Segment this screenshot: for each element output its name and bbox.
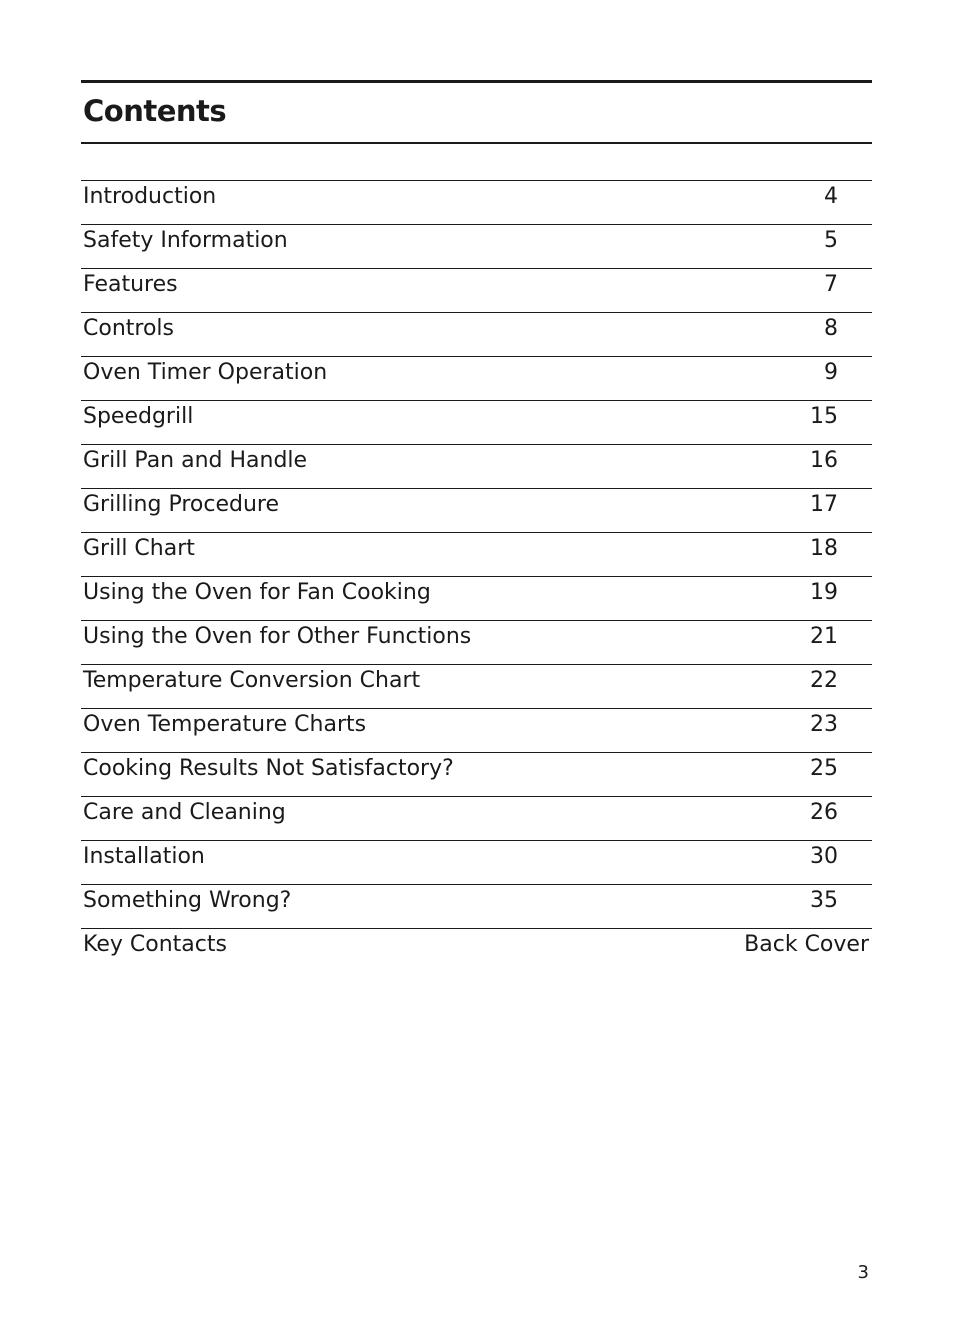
toc-page-number: 4 [824,184,838,209]
toc-row-grill-chart[interactable] [81,533,872,577]
toc-label: Features [83,272,178,297]
toc-row-cooking-results[interactable] [81,753,872,797]
toc-label: Introduction [83,184,217,209]
toc-row-speedgrill[interactable] [81,401,872,445]
toc-page-number: 5 [824,228,838,253]
toc-page-number: 16 [810,448,838,473]
top-rule [81,80,872,83]
toc-label: Controls [83,316,174,341]
toc-page-number: 15 [810,404,838,429]
toc-row-fan-cooking[interactable] [81,577,872,621]
toc-page-number: 23 [810,712,838,737]
toc-row-introduction[interactable] [81,181,872,225]
toc-label: Grill Pan and Handle [83,448,308,473]
table-of-contents [81,180,872,972]
toc-label: Something Wrong? [83,888,292,913]
page-number: 3 [857,1262,869,1283]
toc-row-oven-temperature-charts[interactable] [81,709,872,753]
toc-label: Using the Oven for Other Functions [83,624,472,649]
toc-row-grill-pan-and-handle[interactable] [81,445,872,489]
toc-page-number: 17 [810,492,838,517]
toc-row-something-wrong[interactable] [81,885,872,929]
toc-page-number: 22 [810,668,838,693]
toc-label: Oven Temperature Charts [83,712,367,737]
toc-label: Key Contacts [83,932,227,957]
toc-label: Oven Timer Operation [83,360,328,385]
toc-page-number: 7 [824,272,838,297]
toc-row-grilling-procedure[interactable] [81,489,872,533]
toc-row-oven-timer-operation[interactable] [81,357,872,401]
toc-page-number: 19 [810,580,838,605]
toc-label: Grilling Procedure [83,492,279,517]
page-title: Contents [83,94,227,128]
toc-row-other-functions[interactable] [81,621,872,665]
toc-page-number: Back Cover [744,932,869,957]
toc-label: Cooking Results Not Satisfactory? [83,756,454,781]
toc-row-controls[interactable] [81,313,872,357]
toc-row-safety-information[interactable] [81,225,872,269]
toc-label: Using the Oven for Fan Cooking [83,580,431,605]
toc-row-temperature-conversion-chart[interactable] [81,665,872,709]
toc-page-number: 30 [810,844,838,869]
title-rule [81,142,872,144]
toc-row-key-contacts[interactable] [81,929,872,972]
toc-page-number: 21 [810,624,838,649]
contents-page [81,80,872,972]
toc-page-number: 35 [810,888,838,913]
toc-label: Speedgrill [83,404,194,429]
toc-page-number: 8 [824,316,838,341]
toc-page-number: 9 [824,360,838,385]
toc-row-installation[interactable] [81,841,872,885]
toc-label: Grill Chart [83,536,195,561]
toc-page-number: 25 [810,756,838,781]
toc-label: Care and Cleaning [83,800,286,825]
toc-label: Safety Information [83,228,288,253]
toc-page-number: 18 [810,536,838,561]
toc-label: Temperature Conversion Chart [83,668,421,693]
toc-row-features[interactable] [81,269,872,313]
toc-row-care-and-cleaning[interactable] [81,797,872,841]
toc-label: Installation [83,844,205,869]
toc-page-number: 26 [810,800,838,825]
